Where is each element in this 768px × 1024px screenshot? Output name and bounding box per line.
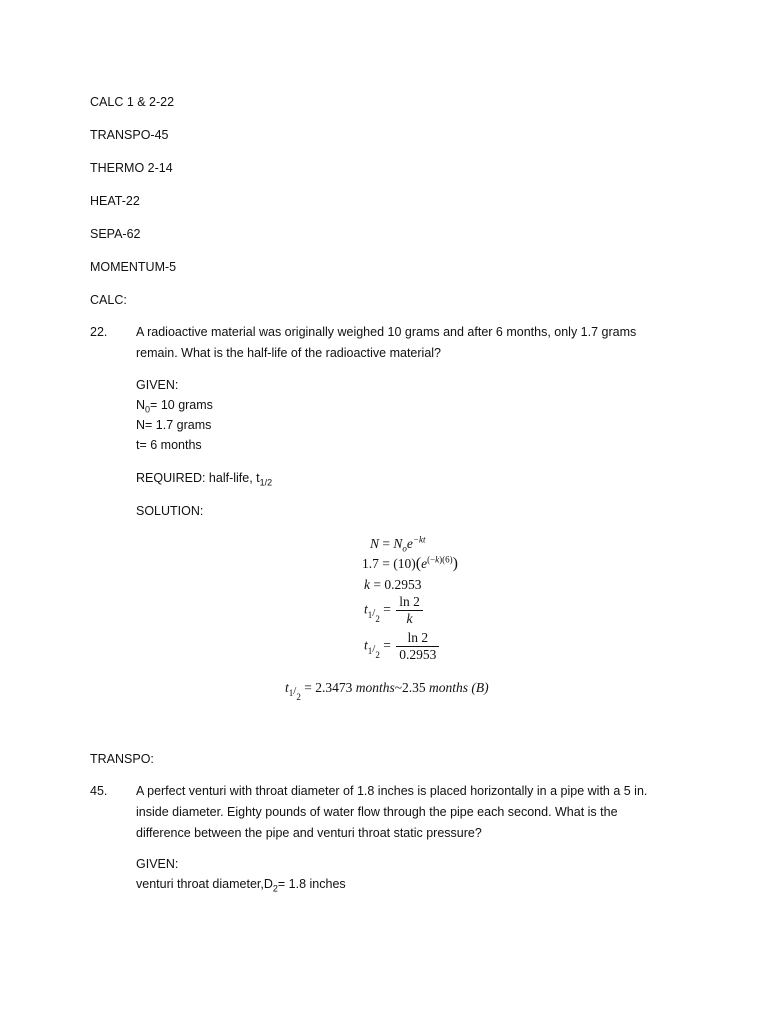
solution-label: SOLUTION: — [136, 504, 204, 518]
fraction-numerator: ln 2 — [396, 594, 423, 611]
equation-halflife-substituted: $t_1/_2$ = $\frac{\ln 2}{0.2953}$ — [364, 630, 439, 663]
equation-decay-law: $N = N_oe^{-kt}$ — [370, 534, 426, 554]
problem-number: 45. — [90, 784, 108, 798]
section-heading: CALC: — [90, 293, 127, 307]
answer-choice: (B) — [471, 680, 489, 695]
given-n0: $N_0= 10$ grams — [136, 398, 213, 415]
equation-substitution: $1.7 = (10)(e^{(-k)(6)})$ — [362, 554, 458, 572]
fraction-numerator: ln 2 — [396, 630, 439, 647]
index-item: THERMO 2-14 — [90, 161, 173, 175]
index-item: MOMENTUM-5 — [90, 260, 177, 274]
index-item: TRANSPO-45 — [90, 128, 169, 142]
section-heading: TRANSPO: — [90, 752, 154, 766]
question-text: remain. What is the half-life of the radioactive material? — [136, 346, 441, 360]
given-throat-diameter: venturi throat $diameter,D_2= 1.8$ inches — [136, 877, 346, 894]
given-t: t= 6 months — [136, 438, 202, 452]
equation-result: $t_1/_2 = 2.3473$ months~2.35 months (B) — [285, 680, 489, 702]
index-item: SEPA-62 — [90, 227, 141, 241]
given-label: GIVEN: — [136, 857, 179, 871]
problem-number: 22. — [90, 325, 108, 339]
question-text: A radioactive material was originally weighed 10 grams and after 6 months, only 1.7 grams — [136, 325, 637, 339]
index-item: CALC 1 & 2-22 — [90, 95, 175, 109]
equation-halflife-formula: $t_1/_2$ = $\frac{\ln 2}{k}$ — [364, 594, 423, 627]
question-text: A perfect venturi with throat diameter of 1.8 inches is placed horizontally in a pipe with a 5 in. — [136, 784, 648, 798]
fraction-denominator: k — [406, 611, 413, 626]
question-text: difference between the pipe and venturi throat static pressure? — [136, 826, 482, 840]
required-label: REQUIRED: half-life, $t_{1/2}$ — [136, 471, 273, 488]
question-text: inside diameter. Eighty pounds of water flow through the pipe each second. What is the — [136, 805, 618, 819]
index-item: HEAT-22 — [90, 194, 140, 208]
given-n: N= 1.7 grams — [136, 418, 212, 432]
given-label: GIVEN: — [136, 378, 179, 392]
equation-k: k = 0.2953 — [364, 577, 422, 592]
fraction-denominator: 0.2953 — [399, 647, 437, 662]
